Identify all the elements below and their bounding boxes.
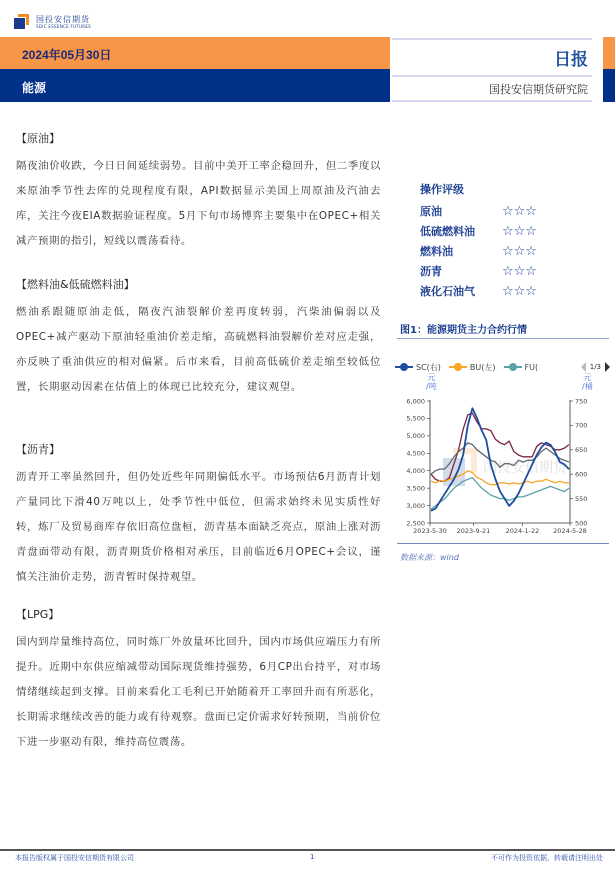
rating-row xyxy=(420,241,537,261)
svg-text:2023-9-21: 2023-9-21 xyxy=(456,527,491,535)
section-body: 国内到岸量维持高位，同时炼厂外放量环比回升，国内市场供应端压力有所提升。近期中东供应缩减带动国际现货维持强势，6月CP出台持平，对市场情绪继续起到支撑。目前来看化工毛利已开始随着开工率回升而有所恶化，长期需求继续改善的能力或有待观察。盘面已定价需求好转预期，当前价位下进一步驱动有限，维持高位震荡。 xyxy=(16,636,381,748)
report-type: 日报 xyxy=(554,50,588,69)
legend-next-icon[interactable] xyxy=(605,362,610,372)
svg-text:4,000: 4,000 xyxy=(406,467,425,476)
svg-text:3,500: 3,500 xyxy=(406,484,425,493)
rating-title: 操作评级 xyxy=(420,183,464,196)
star-icon: ☆☆☆ xyxy=(502,263,537,279)
legend-label: BU(左) xyxy=(469,362,496,372)
price-line-chart xyxy=(395,390,613,540)
left-axis xyxy=(406,397,430,527)
section-title: 【沥青】 xyxy=(16,443,60,456)
svg-text:2024-1-22: 2024-1-22 xyxy=(505,527,540,535)
rating-name: 沥青 xyxy=(420,265,442,278)
section-lpg xyxy=(16,606,381,755)
star-icon: ☆☆☆ xyxy=(502,243,537,259)
divider xyxy=(392,100,592,102)
svg-text:750: 750 xyxy=(575,397,588,406)
logo-mark-icon xyxy=(14,14,30,30)
svg-text:700: 700 xyxy=(575,421,588,430)
rating-name: 燃料油 xyxy=(420,245,453,258)
divider xyxy=(397,543,609,544)
svg-text:3,000: 3,000 xyxy=(406,501,425,510)
footer-copyright: 本报告版权属于国投安信期货有限公司 xyxy=(15,854,134,862)
rating-name: 低硫燃料油 xyxy=(420,225,475,238)
section-body: 沥青开工率虽然回升，但仍处近些年同期偏低水平。市场预估6月沥青计划产量同比下滑40万吨以上，处季节性中低位，但需求始终未见实质性好转，炼厂及贸易商库存依旧高位盘桓，沥青基本面缺乏亮点，原油上涨对沥青盘面带动有限，沥青期货价格相对承压，目前临近6月OPEC+会议，谨慎关注油价走势，沥青暂时保持观望。 xyxy=(16,471,381,583)
svg-text:2024-5-28: 2024-5-28 xyxy=(553,527,587,535)
x-axis xyxy=(413,523,587,535)
header-sector-band-right xyxy=(603,69,615,102)
legend-prev-icon[interactable] xyxy=(581,362,586,372)
svg-text:5,500: 5,500 xyxy=(406,414,425,423)
star-icon: ☆☆☆ xyxy=(502,203,537,219)
section-crude-oil xyxy=(16,130,381,254)
watermark-text: 国投安信期货 xyxy=(483,460,567,476)
divider xyxy=(392,75,592,77)
section-body: 隔夜油价收跌，今日日间延续弱势。目前中美开工率企稳回升，但二季度以来原油季节性去库的兑现程度有限，API数据显示美国上周原油及汽油去库，关注今夜EIA数据验证程度。5月下旬市场博弈主要集中在OPEC+相关减产预期的指引，短线以震荡看待。 xyxy=(16,160,381,247)
rating-row xyxy=(420,281,537,301)
svg-text:5,000: 5,000 xyxy=(406,432,425,441)
svg-text:4,500: 4,500 xyxy=(406,449,425,458)
legend-label: FU( xyxy=(524,362,539,372)
figure-title: 图1：能源期货主力合约行情 xyxy=(400,325,527,336)
rating-name: 液化石油气 xyxy=(420,285,475,298)
svg-text:650: 650 xyxy=(575,446,588,455)
right-axis-unit: 元 /桶 xyxy=(582,373,593,391)
svg-text:500: 500 xyxy=(575,519,588,528)
institute-name: 国投安信期货研究院 xyxy=(489,84,588,96)
legend-item-fu[interactable] xyxy=(504,363,539,372)
legend-page: 1/3 xyxy=(589,363,601,371)
section-title: 【燃料油&低硫燃料油】 xyxy=(16,278,135,291)
report-sector: 能源 xyxy=(22,81,47,95)
operation-rating xyxy=(420,181,537,301)
divider xyxy=(392,38,592,40)
rating-row xyxy=(420,201,537,221)
divider xyxy=(397,338,609,339)
footer-divider xyxy=(0,849,615,851)
page-number: 1 xyxy=(310,853,315,861)
rating-row xyxy=(420,221,537,241)
report-date: 2024年05月30日 xyxy=(22,48,112,62)
footer-disclaimer: 不可作为投资依据，转载请注明出处 xyxy=(491,854,603,862)
chart-legend xyxy=(395,360,610,374)
star-icon: ☆☆☆ xyxy=(502,283,537,299)
header-title-box xyxy=(392,37,600,102)
header-sector-band xyxy=(0,69,390,102)
section-asphalt xyxy=(16,441,381,590)
section-body: 燃油系跟随原油走低，隔夜汽油裂解价差再度转弱，汽柴油偏弱以及OPEC+减产驱动下原油轻重油价差走缩，高硫燃料油裂解价差对应走强，亦反映了重油供应的相对偏紧。后市来看，目前高低硫价差走缩至较低位置，长期驱动因素在估值上的体现已比较充分，建议观望。 xyxy=(16,306,381,393)
legend-item-sc[interactable] xyxy=(395,362,441,373)
rating-row xyxy=(420,261,537,281)
company-logo xyxy=(14,12,91,32)
logo-name-cn: 国投安信期货 xyxy=(36,14,90,24)
header-date-band-right xyxy=(603,37,615,69)
left-axis-unit: 元 /吨 xyxy=(426,373,437,391)
rating-name: 原油 xyxy=(420,205,442,218)
legend-label: SC(右) xyxy=(416,362,441,372)
right-axis xyxy=(570,397,587,527)
figure-source: 数据来源：wind xyxy=(400,553,459,562)
section-title: 【LPG】 xyxy=(16,608,60,621)
legend-item-bu[interactable] xyxy=(449,362,496,373)
section-fuel-oil xyxy=(16,276,381,400)
section-title: 【原油】 xyxy=(16,132,60,145)
star-icon: ☆☆☆ xyxy=(502,223,537,239)
svg-text:2,500: 2,500 xyxy=(406,519,425,528)
svg-text:600: 600 xyxy=(575,470,588,479)
svg-text:6,000: 6,000 xyxy=(406,397,425,406)
svg-text:2023-5-30: 2023-5-30 xyxy=(413,527,447,535)
legend-pager xyxy=(581,362,610,372)
svg-text:550: 550 xyxy=(575,494,588,503)
logo-name-en: SDIC ESSENCE FUTURES xyxy=(36,23,92,29)
